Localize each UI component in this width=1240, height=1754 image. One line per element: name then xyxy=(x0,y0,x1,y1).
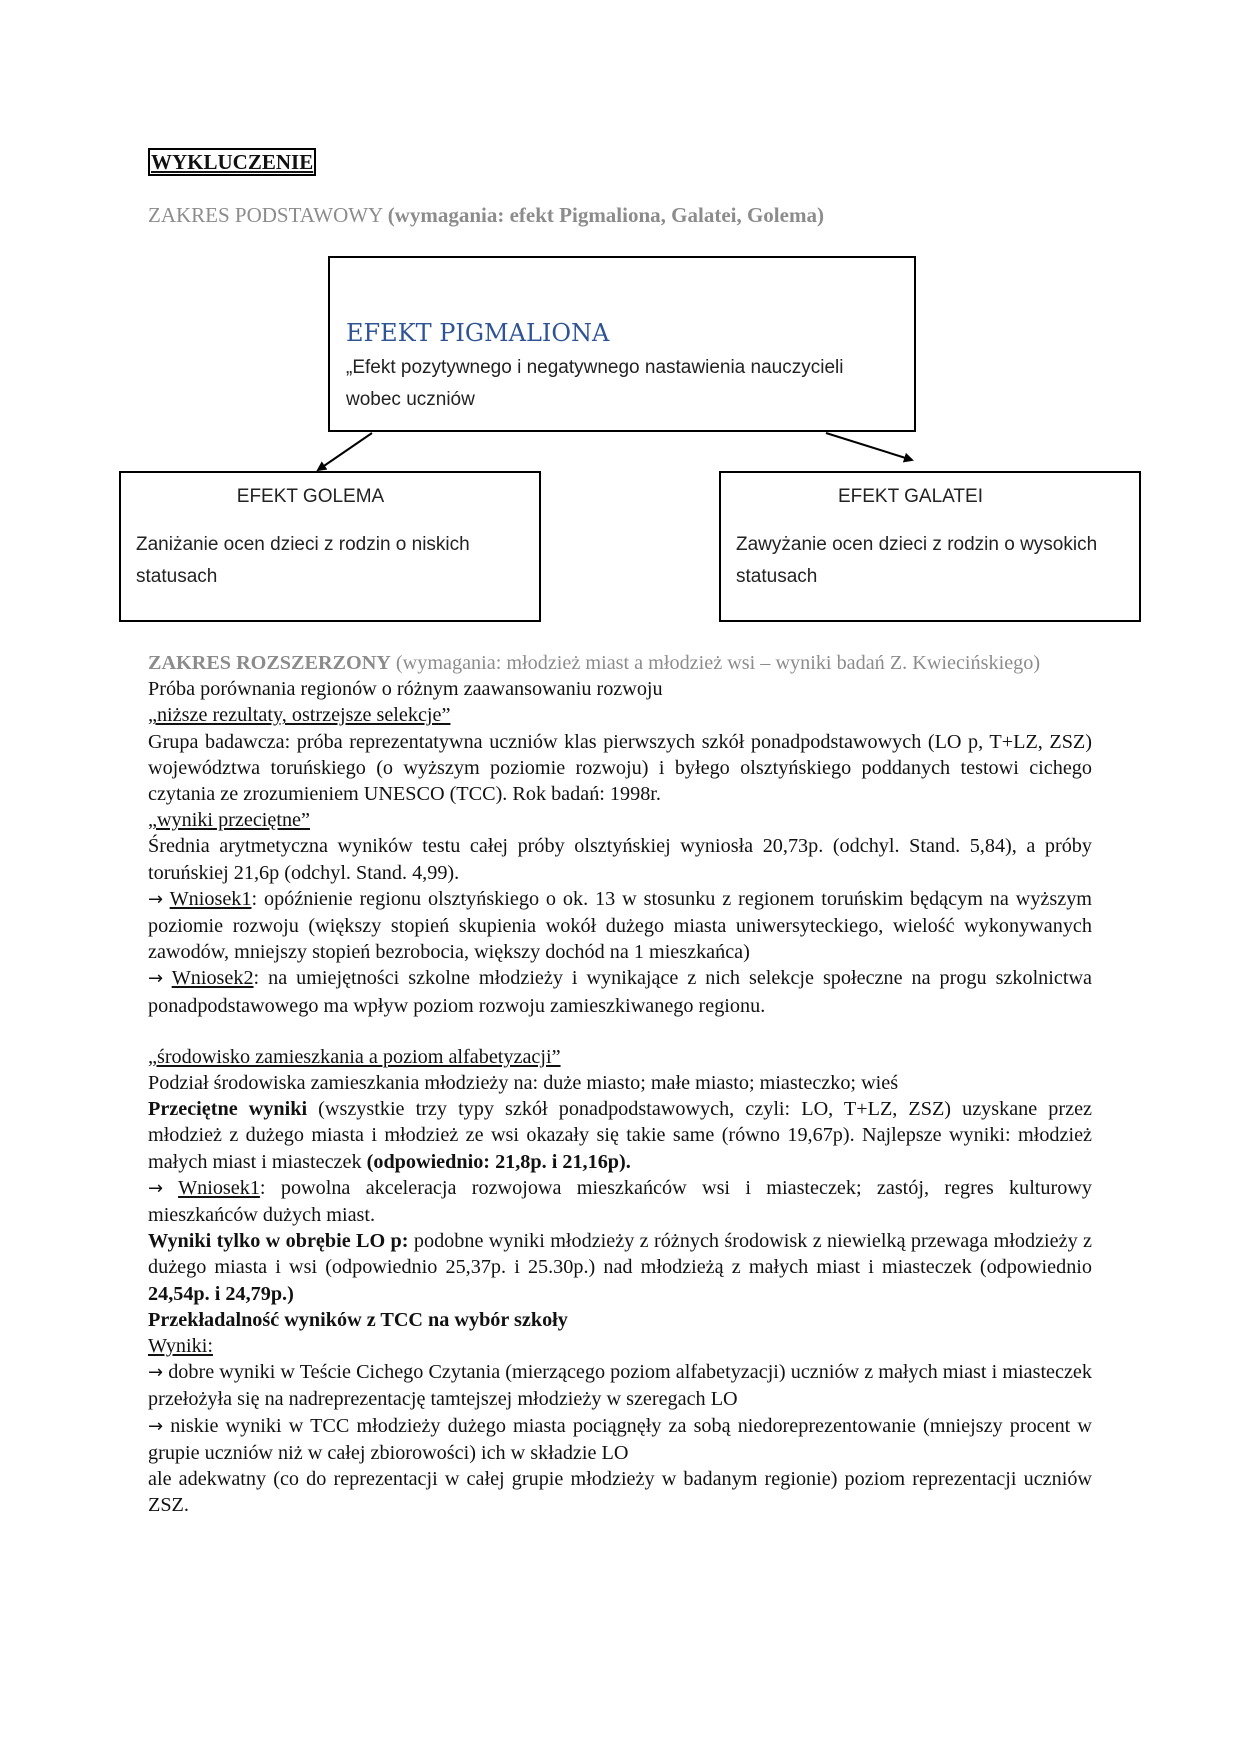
section-heading: Wyniki: xyxy=(148,1335,213,1358)
result-text: dobre wyniki w Teście Cichego Czytania (mierzącego poziom alfabetyzacji) uczniów z małych miast i miasteczek przełożyła się na nadreprezentację tamtejszej młodzieży w szeregach LO xyxy=(148,1361,1092,1411)
arrow-right-icon: → xyxy=(148,1362,164,1384)
section-heading: „niższe rezultaty, ostrzejsze selekcje” xyxy=(148,704,451,727)
conclusion-text: : powolna akceleracja rozwojowa mieszkańców wsi i miasteczek; zastój, regres kulturowy mieszkańców dużych miast. xyxy=(148,1176,1092,1227)
extended-scope-lead: ZAKRES ROZSZERZONY xyxy=(148,652,391,674)
conclusion-text: : na umiejętności szkolne młodzieży i wynikające z nich selekcje społeczne na progu szkolnictwa ponadpodstawowego ma wpływ poziom rozwoju zamieszkiwanego regionu. xyxy=(148,967,1092,1017)
spacer xyxy=(148,1019,1092,1044)
section-heading: „wyniki przeciętne” xyxy=(148,809,310,832)
arrow-right-icon: → xyxy=(148,888,164,910)
conclusion-label: Wniosek1 xyxy=(169,887,252,910)
paragraph: Średnia arytmetyczna wyników testu całej próby olsztyńskiej wyniosła 20,73p. (odchyl. Stand. 5,84), a próby toruńskiej 21,6p (odchyl. Stand. 4,99). xyxy=(148,835,1092,884)
pigmalion-box xyxy=(328,256,916,432)
conclusion-paragraph xyxy=(148,886,1092,966)
bold-heading-text: Przekładalność wyników z TCC na wybór szkoły xyxy=(148,1308,568,1331)
galatei-heading: EFEKT GALATEI xyxy=(837,486,983,507)
paragraph: Podział środowiska zamieszkania młodzieży na: duże miasto; małe miasto; miasteczko; wieś xyxy=(148,1072,899,1095)
golem-heading: EFEKT GOLEMA xyxy=(236,486,385,507)
paragraph: ale adekwatny (co do reprezentacji w całej grupie młodzieży w badanym regionie) poziom reprezentacji uczniów ZSZ. xyxy=(148,1468,1092,1517)
conclusion-label: Wniosek2 xyxy=(171,967,254,990)
paragraph: Grupa badawcza: próba reprezentatywna uczniów klas pierwszych szkół ponadpodstawowych (LO p, T+LZ, ZSZ) województwa toruńskiego (o wyższym poziomie rozwoju) i byłego olsztyńskiego poddanych testowi cichego czytania ze zrozumieniem UNESCO (TCC). Rok badań: 1998r. xyxy=(148,730,1092,806)
golem-box xyxy=(119,471,541,622)
pigmalion-heading: EFEKT PIGMALIONA xyxy=(346,319,610,347)
page-title: WYKLUCZENIE xyxy=(148,148,316,176)
paragraph xyxy=(148,1228,1092,1307)
basic-scope-requirements: (wymagania: efekt Pigmaliona, Galatei, Golema) xyxy=(387,203,824,227)
result-text: niskie wyniki w TCC młodzieży dużego miasta pociągnęły za sobą niedoreprezentowanie (mniejszy procent w grupie uczniów niż w całej zbiorowości) ich w składzie LO xyxy=(148,1414,1092,1464)
conclusion-label: Wniosek1 xyxy=(178,1176,260,1199)
arrow-right-icon: → xyxy=(148,1177,164,1199)
bold-lead: Przeciętne wyniki xyxy=(148,1098,308,1121)
extended-scope-heading xyxy=(148,650,1092,676)
paragraph-text: (wszystkie trzy typy szkół ponadpodstawowych, czyli: LO, T+LZ, ZSZ) uzyskane przez młodzież z dużego miasta i młodzież ze wsi okazały się takie same (równo 19,67p). Najlepsze wyniki: młodzież małych miast i miasteczek xyxy=(148,1098,1093,1173)
bold-heading xyxy=(148,1307,1092,1333)
basic-scope-lead: ZAKRES PODSTAWOWY xyxy=(148,203,383,227)
arrow-right-icon: → xyxy=(148,1415,164,1437)
result-paragraph xyxy=(148,1359,1092,1412)
conclusion-paragraph xyxy=(148,1175,1092,1228)
bold-lead: Wyniki tylko w obrębie LO p: xyxy=(148,1230,409,1253)
conclusion-paragraph xyxy=(148,965,1092,1018)
conclusion-text: : opóźnienie regionu olsztyńskiego o ok. 13 w stosunku z regionem toruńskim będącym na wyższym poziomie rozwoju (większy stopień skupienia wokół dużego miasta uniwersyteckiego, wielość wykonywanych zawodów, mniejszy stopień bezrobocia, większy dochód na 1 mieszkańca) xyxy=(148,887,1092,964)
paragraph: Próba porównania regionów o różnym zaawansowaniu rozwoju xyxy=(148,678,663,701)
arrow-to-golem xyxy=(318,433,372,470)
result-paragraph xyxy=(148,1413,1092,1466)
pigmalion-text: „Efekt pozytywnego i negatywnego nastawienia nauczycieli wobec uczniów xyxy=(346,357,844,410)
bold-values: 24,54p. i 24,79p.) xyxy=(148,1282,294,1305)
paragraph xyxy=(148,1096,1092,1175)
galatei-box xyxy=(719,471,1141,622)
bold-values: (odpowiednio: 21,8p. i 21,16p). xyxy=(366,1150,631,1173)
paragraph-text: podobne wyniki młodzieży z różnych środowisk z niewielką przewaga młodzieży z dużego miasta i wsi (odpowiednio 25,37p. i 25.30p.) nad młodzieżą z małych miast i miasteczek (odpowiednio xyxy=(148,1230,1092,1279)
galatei-text: Zawyżanie ocen dzieci z rodzin o wysokich statusach xyxy=(736,534,1098,587)
extended-scope-requirements: (wymagania: młodzież miast a młodzież wsi – wyniki badań Z. Kwiecińskiego) xyxy=(395,652,1041,674)
golem-text: Zaniżanie ocen dzieci z rodzin o niskich statusach xyxy=(136,534,470,587)
arrow-right-icon: → xyxy=(148,968,164,990)
document-body xyxy=(148,650,1092,1519)
arrow-to-galatei xyxy=(826,433,912,460)
section-heading: „środowisko zamieszkania a poziom alfabetyzacji” xyxy=(148,1045,561,1068)
